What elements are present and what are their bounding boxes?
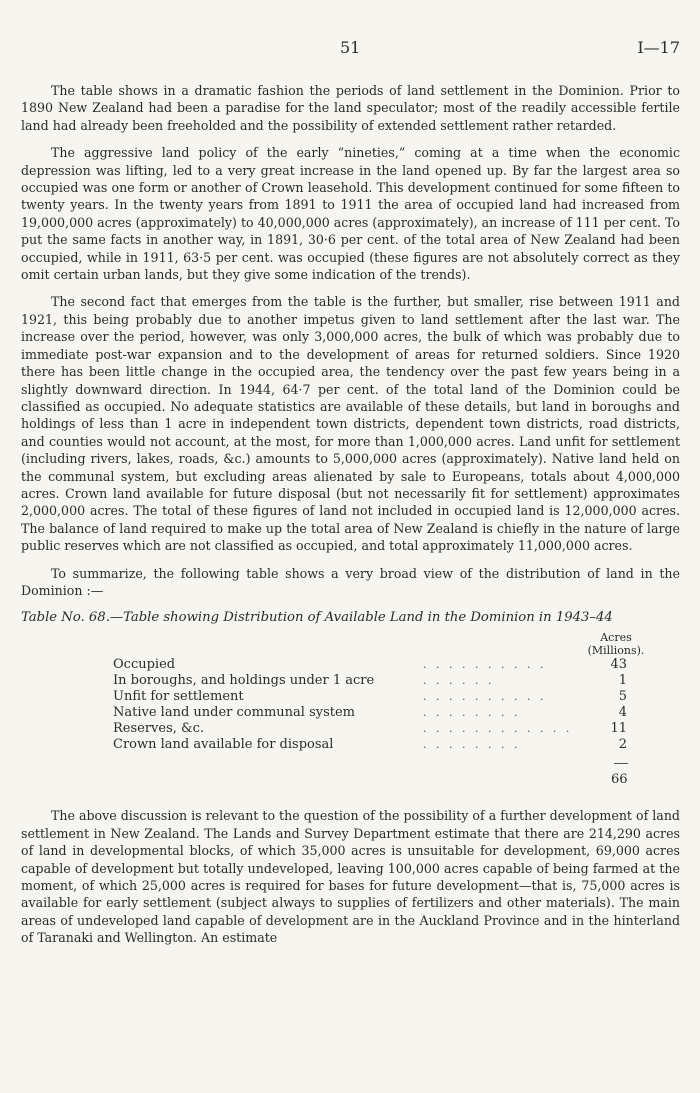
document-body: [21, 82, 680, 957]
table-row: [113, 657, 627, 673]
row-label: Reserves, &c.: [113, 721, 205, 737]
row-leader-dots: . . . . . . . . . .: [423, 690, 547, 704]
page-header: [0, 38, 700, 62]
paragraph-2: The aggressive land policy of the early “nineties,” coming at a time when the economic depression was lifting, led to a very great increase in the land opened up. By far the largest area so occupied was one form or another of Crown leasehold. This development continued for some fifteen to twenty years. In the twenty years from 1891 to 1911 the area of occupied land had increased from 19,000,000 acres (approximately) to 40,000,000 acres (approximately), an increase of 111 per cent. To put the same facts in another way, in 1891, 30·6 per cent. of the total area of New Zealand had been occupied, while in 1911, 63·5 per cent. was occupied (these figures are not absolutely correct as they omit certain urban lands, but they give some indication of the trends).: [21, 145, 680, 283]
units-line-1: Acres: [600, 631, 632, 645]
paragraph-1: The table shows in a dramatic fashion the periods of land settlement in the Dominion. Prior to 1890 New Zealand had been a paradise for the land speculator; most of the readily accessible fertile land had already been freeholded and the possibility of extended settlement rather retarded.: [21, 83, 680, 133]
paragraph-5: The above discussion is relevant to the question of the possibility of a further development of land settlement in New Zealand. The Lands and Survey Department estimate that there are 214,290 acres of land in developmental blocks, of which 35,000 acres is unsuitable for development, 69,000 acres capable of development but totally undeveloped, leaving 100,000 acres capable of being farmed at the moment, of which 25,000 acres is required for bases for future development—that is, 75,000 acres is available for early settlement (subject always to supplies of fertilizers and other materials). The main areas of undeveloped land capable of development are in the Auckland Province and in the hinterland of Taranaki and Wellington. An estimate: [21, 808, 680, 946]
table-units: [581, 631, 651, 657]
row-label: Crown land available for disposal: [113, 737, 334, 753]
table-row: [113, 705, 627, 721]
table-row: [113, 673, 627, 689]
row-leader-dots: . . . . . . . . . .: [423, 658, 547, 672]
table-row: [113, 689, 627, 705]
row-value: 11: [610, 721, 627, 737]
row-leader-dots: . . . . . . . . . . . .: [423, 722, 573, 736]
table-row: [113, 737, 627, 753]
table-caption: Table No. 68.—Table showing Distribution of Available Land in the Dominion in 1943–44: [21, 610, 613, 626]
row-value: 43: [610, 657, 627, 673]
row-leader-dots: . . . . . . . .: [423, 738, 521, 752]
row-value: 2: [618, 737, 627, 753]
distribution-table: [113, 657, 627, 753]
row-label: In boroughs, and holdings under 1 acre: [113, 673, 375, 689]
row-value: 1: [618, 673, 627, 689]
table-row: [113, 721, 627, 737]
row-label: Native land under communal system: [113, 705, 355, 721]
row-value: 5: [618, 689, 627, 705]
row-leader-dots: . . . . . .: [423, 674, 495, 688]
row-label: Unfit for settlement: [113, 689, 244, 705]
units-line-2: (Millions).: [587, 644, 645, 658]
page-number: 51: [340, 38, 361, 57]
total-rule: [614, 763, 628, 764]
row-leader-dots: . . . . . . . .: [423, 706, 521, 720]
row-value: 4: [618, 705, 627, 721]
table-total: 66: [611, 772, 628, 788]
page-reference: I—17: [637, 38, 680, 57]
paragraph-3: The second fact that emerges from the table is the further, but smaller, rise between 1911 and 1921, this being probably due to another impetus given to land settlement after the last war. The increase over the period, however, was only 3,000,000 acres, the bulk of which was probably due to immediate post-war expansion and to the development of areas for returned soldiers. Since 1920 there has been little change in the occupied area, the tendency over the past few years being in a slightly downward direction. In 1944, 64·7 per cent. of the total land of the Dominion could be classified as occupied. No adequate statistics are available of these details, but land in boroughs and holdings of less than 1 acre in independent town districts, dependent town districts, road districts, and counties would not account, at the most, for more than 1,000,000 acres. Land unfit for settlement (including rivers, lakes, roads, &c.) amounts to 5,000,000 acres (approximately). Native land held on the communal system, but excluding areas alienated by sale to Europeans, totals about 4,000,000 acres. Crown land available for future disposal (but not necessarily fit for settlement) approximates 2,000,000 acres. The total of these figures of land not included in occupied land is 12,000,000 acres. The balance of land required to make up the total area of New Zealand is chiefly in the nature of large public reserves which are not classified as occupied, and total approximately 11,000,000 acres.: [21, 294, 680, 554]
row-label: Occupied: [113, 657, 176, 673]
paragraph-4: To summarize, the following table shows a very broad view of the distribution of land in the Dominion :—: [21, 565, 680, 598]
